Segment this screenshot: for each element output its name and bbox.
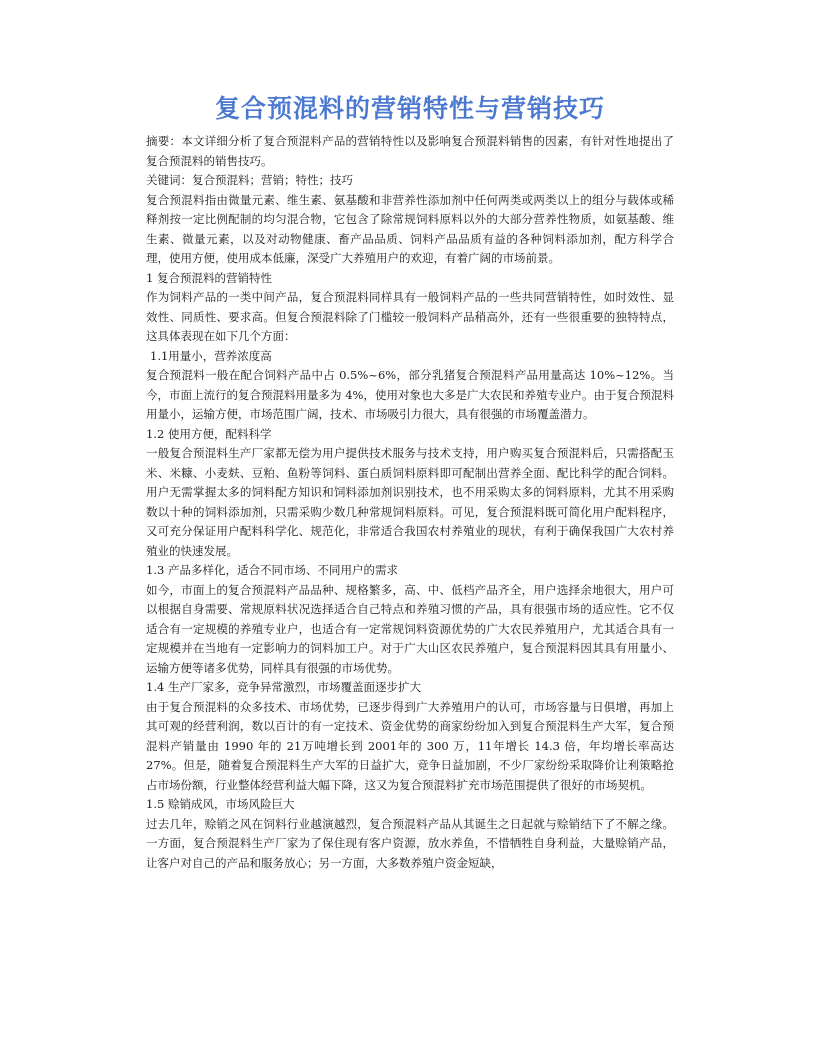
- section-1-2-paragraph: 一般复合预混料生产厂家都无偿为用户提供技术服务与技术支持，用户购买复合预混料后，只需搭配玉米、米糠、小麦麸、豆粕、鱼粉等饲料、蛋白质饲料原料即可配制出营养全面、配比科学的配合饲料。用户无需掌握太多的饲料配方知识和饲料添加剂识别技术，也不用采购太多的饲料原料，尤其不用采购数以十种的饲料添加剂，只需采购少数几种常规饲料原料。可见，复合预混料既可简化用户配料程序，又可充分保证用户配料科学化、规范化，非常适合我国农村养殖业的现状，有利于确保我国广大农村养殖业的快速发展。: [146, 446, 674, 558]
- section-1-4-heading: 1.4 生产厂家多，竞争异常激烈，市场覆盖面逐步扩大: [146, 680, 421, 694]
- section-1-3-paragraph: 如今，市面上的复合预混料产品品种、规格繁多，高、中、低档产品齐全，用户选择余地很大，用户可以根据自身需要、常规原料状况选择适合自己特点和养殖习惯的产品，具有很强市场的适应性。它不仅适合有一定规模的养殖专业户，也适合有一定常规饲料资源优势的广大农民养殖用户，尤其适合具有一定规模并在当地有一定影响力的饲料加工户。对于广大山区农民养殖户，复合预混料因其具有用量小、运输方便等诸多优势，同样具有很强的市场优势。: [146, 582, 674, 675]
- section-1-1-heading: 1.1用量小，营养浓度高: [150, 348, 272, 363]
- section-1-paragraph: 作为饲料产品的一类中间产品，复合预混料同样具有一般饲料产品的一些共同营销特性，如时效性、显效性、同质性、要求高。但复合预混料除了门槛较一般饲料产品稍高外，还有一些很重要的独特特点，这具体表现在如下几个方面：: [146, 290, 674, 343]
- intro-paragraph: 复合预混料指由微量元素、维生素、氨基酸和非营养性添加剂中任何两类或两类以上的组分与载体或稀释剂按一定比例配制的均匀混合物，它包含了除常规饲料原料以外的大部分营养性物质，如氨基酸、维生素、微量元素，以及对动物健康、畜产品品质、饲料产品品质有益的各种饲料添加剂，配方科学合理，使用方便，使用成本低廉，深受广大养殖用户的欢迎，有着广阔的市场前景。: [146, 192, 674, 265]
- section-1-3-heading: 1.3 产品多样化，适合不同市场、不同用户的需求: [146, 563, 398, 577]
- section-1-heading: 1 复合预混料的营销特性: [146, 270, 272, 285]
- section-1-2-heading: 1.2 使用方便，配料科学: [146, 426, 272, 441]
- section-1-5-heading: 1.5 赊销成风，市场风险巨大: [146, 797, 295, 811]
- section-1-1-paragraph: 复合预混料一般在配合饲料产品中占 0.5%~6%，部分乳猪复合预混料产品用量高达 10%~12%。当今，市面上流行的复合预混料用量多为 4%，使用对象也大多是广大农民和养殖专业户。由于复合预混料用量小，运输方便，市场范围广阔，技术、市场吸引力很大，具有很强的市场覆盖潜力。: [146, 368, 674, 421]
- section-1-5-paragraph: 过去几年，赊销之风在饲料行业越演越烈，复合预混料产品从其诞生之日起就与赊销结下了不解之缘。一方面，复合预混料生产厂家为了保住现有客户资源，放水养鱼，不惜牺牲自身利益，大量赊销产品，让客户对自己的产品和服务放心；另一方面，大多数养殖户资金短缺，: [146, 816, 674, 870]
- section-1-4-paragraph: 由于复合预混料的众多技术、市场优势，已逐步得到广大养殖用户的认可，市场容量与日俱增，再加上其可观的经营利润，数以百计的有一定技术、资金优势的商家纷纷加入到复合预混料生产大军，复合预混料产销量由 1990 年的 21万吨增长到 2001年的 300 万，11年增长 14.3 倍，年均增长率高达 27%。但是，随着复合预混料生产大军的日益扩大，竞争日益加剧，不少厂家纷纷采取降价让利策略抢占市场份额，行业整体经营利益大幅下降，这又为复合预混料扩充市场范围提供了很好的市场契机。: [146, 699, 674, 792]
- abstract-paragraph: 摘要：本文详细分析了复合预混料产品的营销特性以及影响复合预混料销售的因素，有针对性地提出了复合预混料的销售技巧。: [146, 134, 674, 168]
- document-title: 复合预混料的营销特性与营销技巧: [214, 94, 605, 123]
- keywords-line: 关键词：复合预混料；营销；特性；技巧: [146, 173, 353, 187]
